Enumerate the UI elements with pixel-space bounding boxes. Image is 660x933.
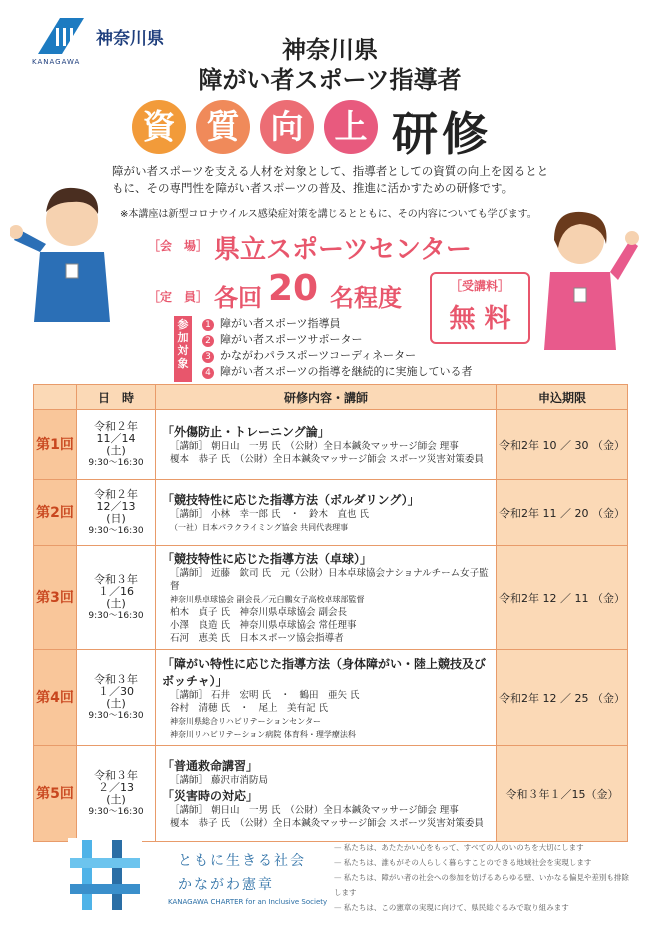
title-tail: 研修 — [392, 107, 492, 161]
session-deadline: 令和2年 12 ／ 11 （金） — [497, 546, 628, 650]
charter-line: — 私たちは、障がい者の社会への参加を妨げるあらゆる壁、いかなる偏見や差別も排除します — [334, 870, 634, 900]
target-item: 1 障がい者スポーツ指導員 — [202, 316, 473, 332]
charter-english: KANAGAWA CHARTER for an Inclusive Society — [168, 898, 328, 906]
table-row — [34, 650, 628, 746]
charter-line: — 私たちは、あたたかい心をもって、すべての人のいのちを大切にします — [334, 840, 634, 855]
title-line1: 神奈川県 — [282, 36, 378, 64]
charter-subtitle: かながわ憲章 — [178, 877, 274, 893]
header-deadline: 申込期限 — [497, 385, 628, 410]
female-athlete-illustration — [530, 200, 640, 355]
target-item: 3 かながわパラスポーツコーディネーター — [202, 348, 473, 364]
session-number: 第3回 — [34, 546, 77, 650]
session-number: 第2回 — [34, 480, 77, 546]
title-line2: 障がい者スポーツ指導者 — [198, 66, 462, 94]
venue-value: 県立スポーツセンター — [214, 235, 472, 265]
target-item: 2 障がい者スポーツサポーター — [202, 332, 473, 348]
charter-line: — 私たちは、誰もがその人らしく暮らすことのできる地域社会を実現します — [334, 855, 634, 870]
capacity-prefix: 各回 — [214, 284, 262, 312]
charter-line: — 私たちは、この憲章の実現に向けて、県民総ぐるみで取り組みます — [334, 900, 634, 915]
capacity-label: ［定 員］ — [148, 290, 209, 304]
session-content: 「障がい特性に応じた指導方法（身体障がい・陸上競技及びボッチャ）」 ［講師］ 石井 宏明 氏 ・ 鶴田 亜矢 氏 谷村 清穂 氏 ・ 尾上 美有記 氏 神奈川県総合リハビリテーションセンター 神奈川リハビリテーション病院 体育科・理学療法科 — [156, 650, 497, 746]
table-row — [34, 746, 628, 842]
session-deadline: 令和2年 11 ／ 20 （金） — [497, 480, 628, 546]
table-row — [34, 546, 628, 650]
session-deadline: 令和2年 12 ／ 25 （金） — [497, 650, 628, 746]
session-content: 「普通救命講習」 ［講師］ 藤沢市消防局 「災害時の対応」 ［講師］ 朝日山 一男 氏 （公財）全日本鍼灸マッサージ師会 理事 榎本 恭子 氏 （公財）全日本鍼灸マッサージ師会 スポーツ災害対策委員 — [156, 746, 497, 842]
session-date: 令和２年 11／14 (土) 9:30～16:30 — [77, 410, 156, 480]
session-content: 「競技特性に応じた指導方法（卓球）」 ［講師］ 近藤 欽司 氏 元（公財）日本卓球協会ナショナルチーム女子監督 神奈川県卓球協会 副会長／元白鵬女子高校卓球部監督 柏木 貞子 氏 神奈川県卓球協会 副会長 小澤 良造 氏 神奈川県卓球協会 常任理事 石河 恵美 氏 日本スポーツ協会指導者 — [156, 546, 497, 650]
intro-note: ※本講座は新型コロナウイルス感染症対策を講じるとともに、その内容についても学びます。 — [120, 209, 537, 220]
target-item: 4 障がい者スポーツの指導を継続的に実施している者 — [202, 364, 473, 380]
session-content: 「外傷防止・トレーニング論」 ［講師］ 朝日山 一男 氏 （公財）全日本鍼灸マッサージ師会 理事 榎本 恭子 氏 （公財）全日本鍼灸マッサージ師会 スポーツ災害対策委員 — [156, 410, 497, 480]
charter-title: ともに生きる社会 — [178, 853, 306, 869]
target-list — [202, 316, 473, 380]
title-char-3: 向 — [260, 100, 314, 154]
capacity-number: 20 — [268, 268, 319, 309]
venue-label: ［会 場］ — [148, 239, 209, 253]
session-deadline: 令和３年１／15（金） — [497, 746, 628, 842]
header-content: 研修内容・講師 — [156, 385, 497, 410]
header-no — [34, 385, 77, 410]
session-number: 第5回 — [34, 746, 77, 842]
target-label: 参加対象 — [174, 316, 192, 382]
session-date: 令和２年 12／13 (日) 9:30～16:30 — [77, 480, 156, 546]
schedule-table — [33, 384, 628, 842]
charter-lines — [334, 840, 634, 915]
title-char-1: 資 — [132, 100, 186, 154]
header-date: 日 時 — [77, 385, 156, 410]
title-char-2: 質 — [196, 100, 250, 154]
session-date: 令和３年 ２／13 (土) 9:30～16:30 — [77, 746, 156, 842]
title-char-4: 上 — [324, 100, 378, 154]
capacity-suffix: 名程度 — [330, 284, 402, 312]
prefecture-name: 神奈川県 — [96, 29, 164, 49]
charter-logo-icon — [68, 838, 142, 912]
table-row — [34, 410, 628, 480]
table-row — [34, 480, 628, 546]
logo-subtext: KANAGAWA — [32, 58, 81, 66]
session-number: 第1回 — [34, 410, 77, 480]
session-date: 令和３年 １／30 (土) 9:30～16:30 — [77, 650, 156, 746]
table-header-row — [34, 385, 628, 410]
session-deadline: 令和2年 10 ／ 30 （金） — [497, 410, 628, 480]
intro-text: 障がい者スポーツを支える人材を対象として、指導者としての資質の向上を図るとともに、その専門性を障がい者スポーツの普及、推進に活かすための研修です。 — [112, 164, 549, 195]
fee-value: 無 料 — [449, 304, 511, 334]
fee-label: ［受講料］ — [449, 279, 510, 293]
session-number: 第4回 — [34, 650, 77, 746]
session-content: 「競技特性に応じた指導方法（ボルダリング）」 ［講師］ 小林 幸一郎 氏 ・ 鈴木 直也 氏 （一社）日本パラクライミング協会 共同代表理事 — [156, 480, 497, 546]
male-athlete-illustration — [10, 172, 120, 327]
session-date: 令和３年 １／16 (土) 9:30～16:30 — [77, 546, 156, 650]
